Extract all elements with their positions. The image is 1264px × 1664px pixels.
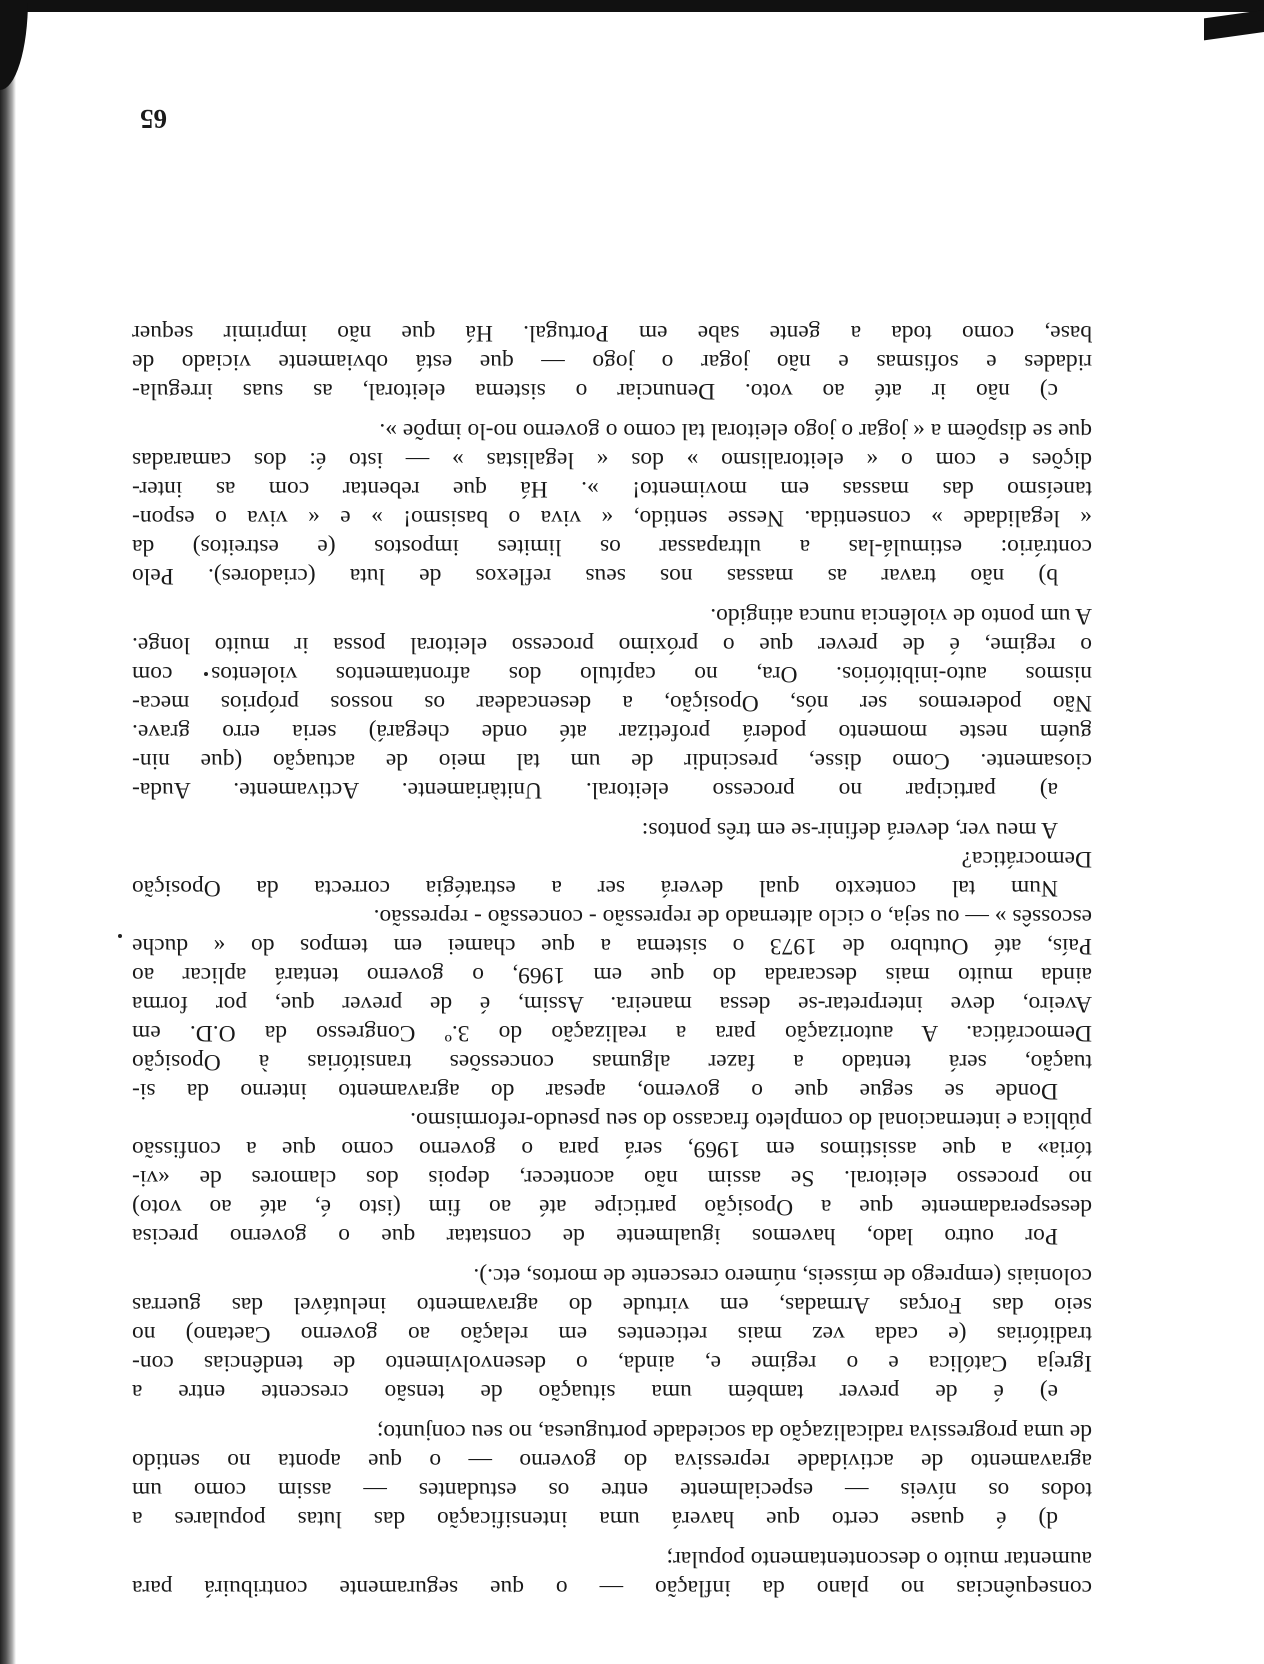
text-line: agravamento de actividade repressiva do governo — o que aponta no sentido — [132, 1448, 1092, 1474]
text-line: no processo eleitoral. Se assim não acontecer, depois dos clamores de «vi- — [132, 1165, 1092, 1191]
paragraph-item-e — [132, 1261, 1092, 1406]
text-line: Num tal contexto qual deverá ser a estratégia correcta da Oposição — [132, 875, 1058, 901]
text-line: ridades e sofismas e não jogar o jogo — que está obviamente viciado de — [132, 349, 1092, 375]
text-line: o regime, é de prever que o próximo processo eleitoral possa ir muito longe. — [132, 632, 1092, 658]
text-line: taneísmo das massas em movimento! ». Há que rebentar com as inter- — [132, 476, 1092, 502]
text-line: dições e com o « eleitoralismo » dos « legalistas » — isto é: dos camaradas — [132, 447, 1092, 473]
paragraph-continuation — [132, 1544, 1092, 1602]
text-line: desesperadamente que a Oposição participe até ao fim (isto é, até ao voto) — [132, 1194, 1092, 1220]
paragraph-num-tal — [132, 844, 1092, 902]
scanner-border-top — [0, 0, 1264, 12]
text-line: Donde se segue que o governo, apesar do agravamento interno da si- — [132, 1078, 1058, 1104]
text-line: Democrática. A autorização para a realização do 3.º Congresso da O.D. em — [132, 1020, 1092, 1046]
paragraph-item-c — [132, 318, 1092, 405]
text-line: coloniais (emprego de mísseis, número crescente de mortos, etc.). — [473, 1263, 1092, 1289]
text-line: ciosamente. Como disse, prescindir de um tal meio de actuação (que nin- — [132, 748, 1092, 774]
text-line: traditórias (e cada vez mais reticentes em relação ao governo Caetano) no — [132, 1321, 1092, 1347]
text-line: guém neste momento poderá profetizar até onde chegará) seria erro grave. — [132, 719, 1092, 745]
scanner-border-left — [0, 0, 16, 1664]
text-line: de uma progressiva radicalização da sociedade portuguesa, no seu conjunto; — [376, 1419, 1092, 1445]
text-line: País, até Outubro de 1973 o sistema a que chamei em tempos do « duche — [132, 933, 1092, 959]
paragraph-por-outro-lado — [132, 1105, 1092, 1250]
text-line: aumentar muito o descontentamento popular; — [666, 1546, 1092, 1572]
text-line: Democrática? — [961, 846, 1092, 872]
text-line: Por outro lado, havemos igualmente de constatar que o governo precisa — [132, 1223, 1058, 1249]
page-number: 65 — [140, 104, 167, 134]
text-line: seio das Forças Armadas, em virtude do agravamento inelutável das guerras — [132, 1292, 1092, 1318]
text-line: c) não ir até ao voto. Denunciar o sistema eleitoral, as suas irregula- — [132, 378, 1058, 404]
paragraph-item-a — [132, 601, 1092, 804]
paragraph-donde — [132, 902, 1092, 1105]
text-line: base, como toda a gente sabe em Portugal. Há que não imprimir sequer — [132, 320, 1092, 346]
printed-page-upside-down — [132, 92, 1092, 1602]
text-line: tuação, será tentado a fazer algumas concessões transitórias à Oposição — [132, 1049, 1092, 1075]
text-line: ainda muito mais descarada do que em 1969, o governo tentará aplicar ao — [132, 962, 1092, 988]
text-line: escossês » — ou seja, o ciclo alternado de repressão - concessão - repressão. — [373, 904, 1092, 930]
paragraph-item-b — [132, 416, 1092, 590]
text-line: d) é quase certo que haverá uma intensificação das lutas populares a — [132, 1506, 1058, 1532]
ink-speck — [118, 934, 122, 938]
text-line: que se dispõem a « jogar o jogo eleitoral tal como o governo no-lo impõe ». — [379, 418, 1092, 444]
text-line: A um ponto de violência nunca atingido. — [710, 603, 1092, 629]
text-line: Aveiro, deve interpretar-se dessa maneira. Assim, é de prever que, por forma — [132, 991, 1092, 1017]
scanner-border-tab — [1204, 10, 1264, 40]
text-line: tória» a que assistimos em 1969, será para o governo como que a confissão — [132, 1136, 1092, 1162]
text-line: contrário: estimulá-las a ultrapassar os limites impostos (e estreitos) da — [132, 534, 1092, 560]
text-line: a) participar no processo eleitoral. Unitàriamente. Activamente. Auda- — [132, 777, 1058, 803]
text-line: e) é de prever também uma situação de tensão crescente entre a — [132, 1379, 1058, 1405]
paragraph-item-d — [132, 1417, 1092, 1533]
text-line: nismos auto-inibitórios. Ora, no capítulo dos afrontamentos violentos com — [132, 661, 1092, 687]
text-line: Igreja Católica e o regime e, ainda, o desenvolvimento de tendências con- — [132, 1350, 1092, 1376]
paragraph-a-meu-ver — [132, 815, 1092, 844]
text-line: A meu ver, deverá definir-se em três pontos: — [641, 817, 1058, 843]
text-line: pública e internacional do completo fracasso do seu pseudo-reformismo. — [410, 1107, 1092, 1133]
text-line: b) não travar as massas nos seus reflexos de luta (criadores). Pelo — [132, 563, 1058, 589]
text-line: « legalidade » consentida. Nesse sentido, « viva o basismo! » e « viva o espon- — [132, 505, 1092, 531]
text-line: consequências no plano da inflação — o que seguramente contribuirá para — [132, 1575, 1092, 1601]
text-line: todos os níveis — especialmente entre os estudantes — assim como um — [132, 1477, 1092, 1503]
text-line: Não poderemos ser nós, Oposição, a desencadear os nossos próprios meca- — [132, 690, 1092, 716]
scanner-border-corner — [0, 0, 28, 90]
